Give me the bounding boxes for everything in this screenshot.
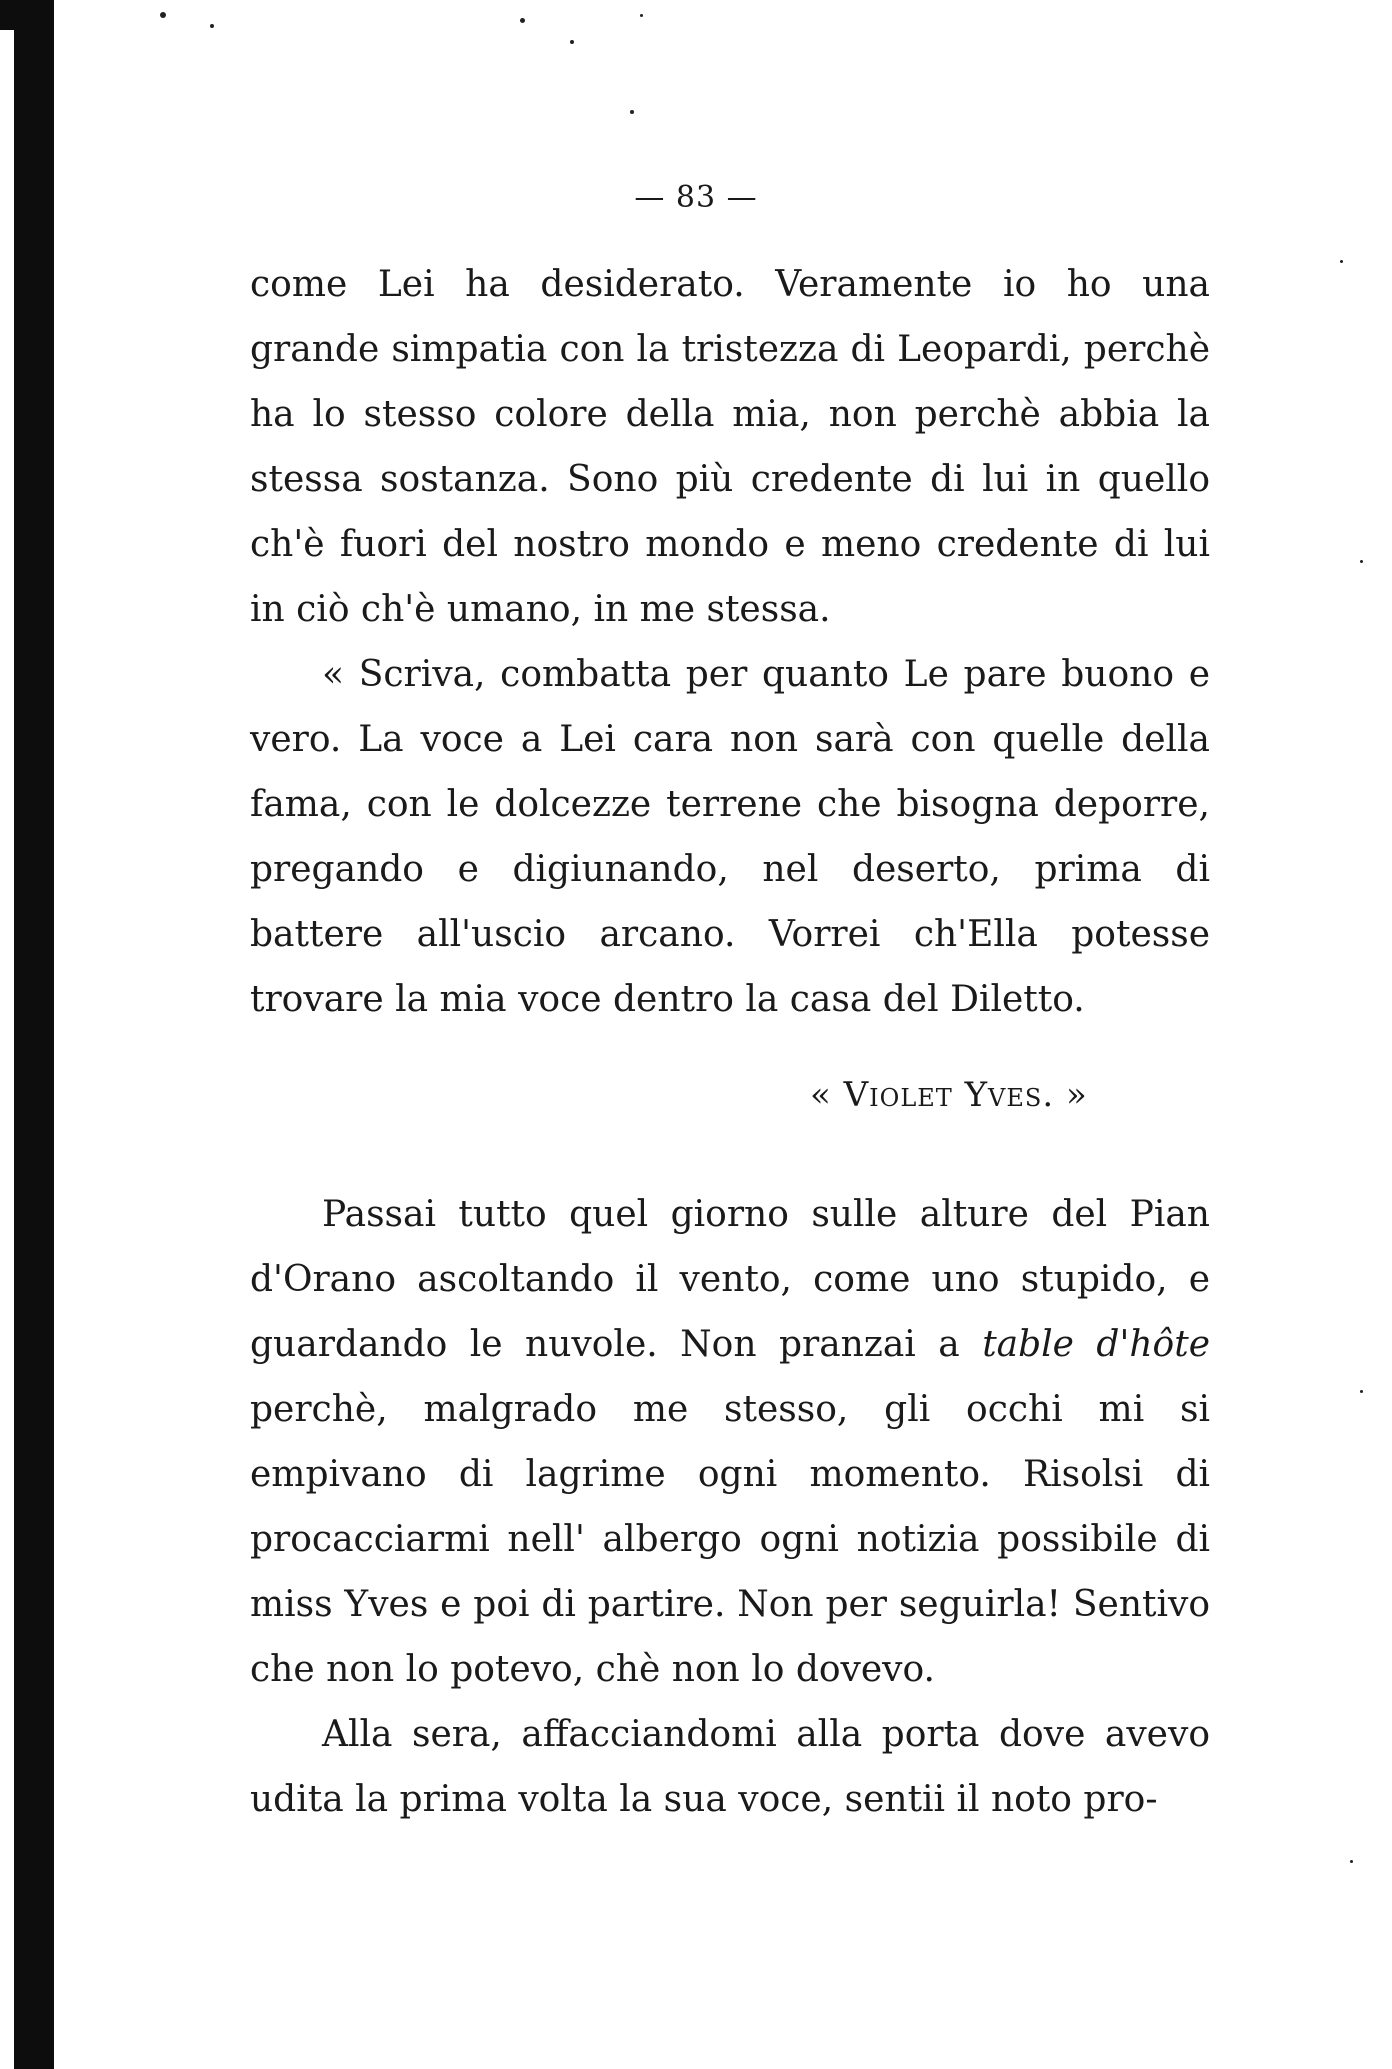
narrative-paragraph-2: Alla sera, affacciandomi alla porta dove avevo udita la prima volta la sua voce, sentii il noto pro- <box>250 1714 1210 1820</box>
scan-speck <box>1340 260 1343 263</box>
scan-speck <box>1350 1860 1353 1863</box>
scan-speck <box>160 12 166 18</box>
scan-speck <box>570 40 574 44</box>
italic-phrase: table d'hôte <box>982 1324 1211 1365</box>
scan-speck <box>1360 560 1363 563</box>
page-number: — 83 — <box>634 180 758 215</box>
narrative-paragraph-1-start: Passai tutto quel giorno sulle alture del Pian d'Orano ascoltando il vento, come uno stupido, e guardando le nuvole. Non pranzai a <box>250 1194 1210 1365</box>
scan-speck <box>210 24 214 28</box>
scan-speck <box>520 18 525 23</box>
scan-speck <box>1360 1390 1363 1393</box>
narrative-paragraph-1-end: perchè, malgrado me stesso, gli occhi mi si empivano di lagrime ogni momento. Risolsi di procacciarmi nell' albergo ogni notizia possibile di miss Yves e poi di partire. Non per seguirla! Sentivo che non lo potevo, chè non lo dovevo. <box>250 1389 1210 1690</box>
letter-paragraph-2: « Scriva, combatta per quanto Le pare buono e vero. La voce a Lei cara non sarà con quelle della fama, con le dolcezze terrene che bisogna deporre, pregando e digiunando, nel deserto, prima di battere all'uscio arcano. Vorrei ch'Ella potesse trovare la mia voce dentro la casa del Diletto. <box>250 654 1210 1020</box>
letter-paragraph-1: come Lei ha desiderato. Veramente io ho una grande simpatia con la tristezza di Leopardi, perchè ha lo stesso colore della mia, non perchè abbia la stessa sostanza. Sono più credente di lui in quello ch'è fuori del nostro mondo e meno credente di lui in ciò ch'è umano, in me stessa. <box>250 264 1210 630</box>
letter-signature <box>810 1075 1088 1115</box>
signature-text: « Violet Yves. » <box>810 1075 1088 1115</box>
letter-text <box>250 252 1210 1032</box>
binding-edge-corner <box>0 0 20 30</box>
binding-edge <box>14 0 54 2069</box>
scan-speck <box>630 110 634 114</box>
scan-speck <box>640 14 643 17</box>
narrative-paragraph-1 <box>250 1182 1210 1702</box>
narrative-text <box>250 1182 1210 1832</box>
